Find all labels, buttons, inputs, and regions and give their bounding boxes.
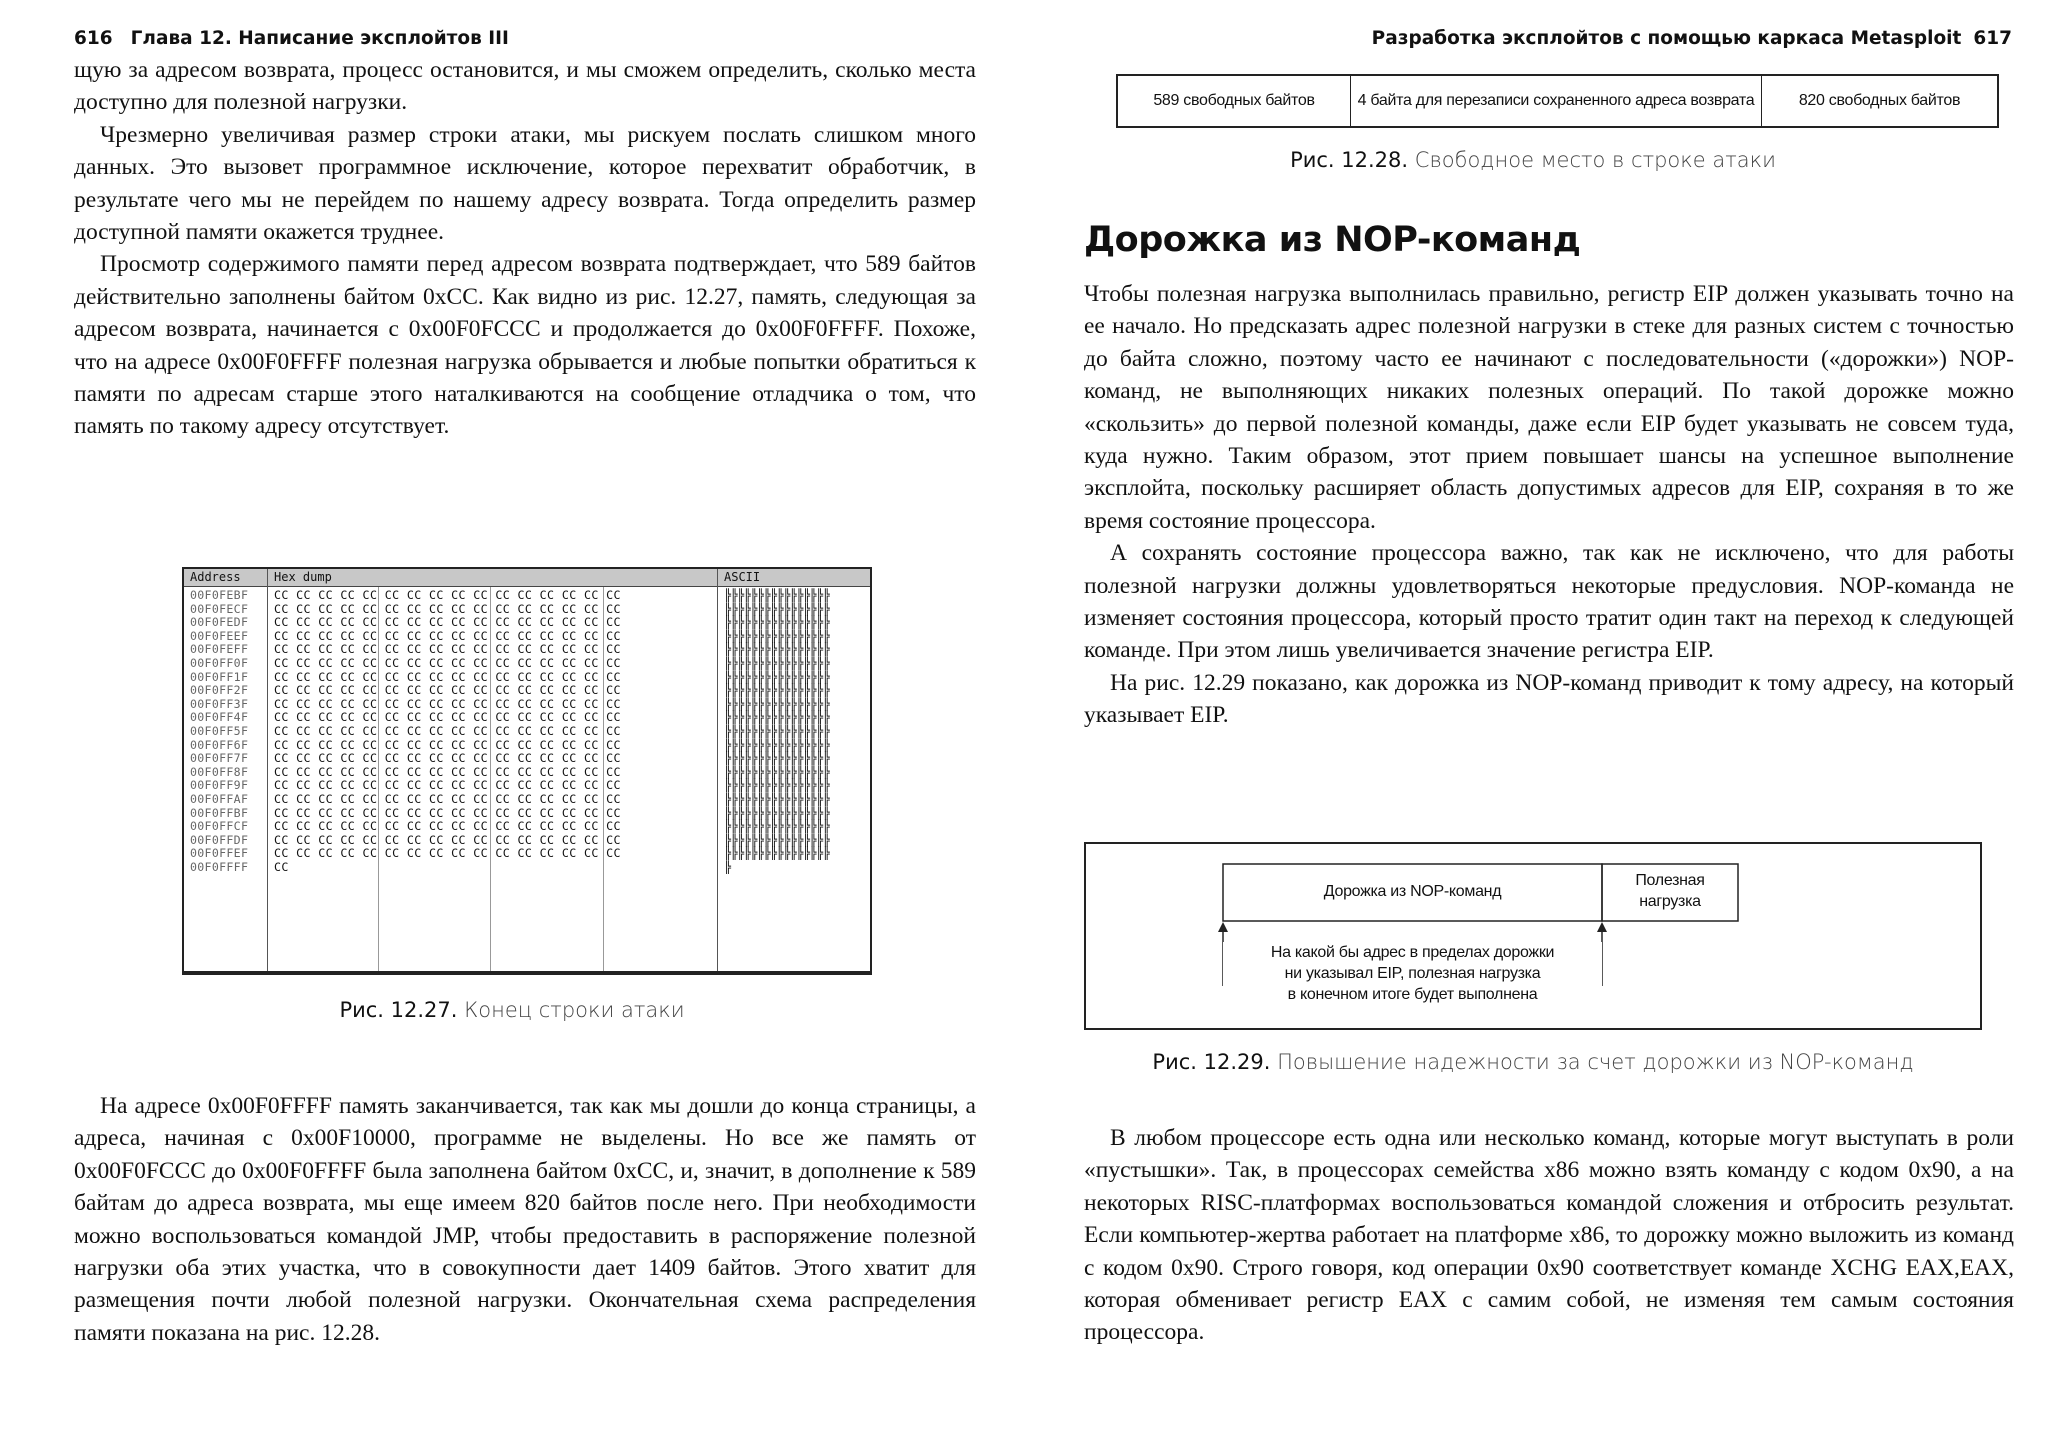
note-line: На какой бы адрес в пределах дорожки (1270, 944, 1555, 961)
dump-hex: CC CC CC CC CC CC CC CC CC CC CC CC CC CC CC CC (274, 737, 621, 752)
dump-hex: CC CC CC CC CC CC CC CC CC CC CC CC CC CC CC CC (274, 764, 621, 779)
dump-ascii: ╠╠╠╠╠╠╠╠╠╠╠╠╠╠╠╠ (724, 778, 830, 793)
payload-label-line: Полезная (1635, 872, 1705, 889)
figure-12-29-caption (1084, 1050, 1982, 1074)
dump-row (184, 806, 870, 820)
dump-row (184, 656, 870, 670)
mem-cell-free-before: 589 свободных байтов (1118, 76, 1351, 126)
dump-hex: CC (274, 860, 289, 874)
dump-row (184, 751, 870, 765)
dump-ascii: ╠╠╠╠╠╠╠╠╠╠╠╠╠╠╠╠ (724, 737, 830, 752)
dump-hex: CC CC CC CC CC CC CC CC CC CC CC CC CC CC CC CC (274, 683, 621, 698)
dump-ascii: ╠╠╠╠╠╠╠╠╠╠╠╠╠╠╠╠ (724, 615, 830, 630)
dump-ascii: ╠╠╠╠╠╠╠╠╠╠╠╠╠╠╠╠ (724, 669, 830, 684)
dump-hex: CC CC CC CC CC CC CC CC CC CC CC CC CC CC CC CC (274, 710, 621, 725)
dump-row (184, 846, 870, 860)
dump-row (184, 765, 870, 779)
dump-address: 00F0FF9F (190, 778, 249, 793)
sled-label: Дорожка из NOP-команд (1323, 883, 1502, 900)
right-page (1024, 0, 2048, 1447)
dump-hex: CC CC CC CC CC CC CC CC CC CC CC CC CC CC CC CC (274, 628, 621, 643)
memory-layout-table (1116, 74, 1999, 128)
dump-address: 00F0FFBF (190, 805, 249, 820)
dump-ascii: ╠╠╠╠╠╠╠╠╠╠╠╠╠╠╠╠ (724, 724, 830, 738)
nop-sled-diagram (1084, 842, 1982, 1030)
note-line: ни указывал EIP, полезная нагрузка (1284, 965, 1541, 982)
dump-address: 00F0FF2F (190, 683, 249, 698)
dump-row (184, 683, 870, 697)
dump-ascii: ╠╠╠╠╠╠╠╠╠╠╠╠╠╠╠╠ (724, 642, 830, 657)
dump-ascii: ╠╠╠╠╠╠╠╠╠╠╠╠╠╠╠╠ (724, 628, 830, 643)
paragraph: А сохранять состояние процессора важно, так как не исключено, что для работы полезной нагрузки должны удовлетворяться некоторые предусловия. NOP-команда не изменяет состояния процессора, который просто тратит один такт на переход к следующей команде. При этом лишь увеличивается значение регистра EIP. (1084, 540, 2014, 664)
dump-address: 00F0FEDF (190, 615, 249, 630)
dump-hex: CC CC CC CC CC CC CC CC CC CC CC CC CC CC CC CC (274, 642, 621, 657)
right-mid-text (1084, 278, 2014, 732)
figure-12-27-caption (0, 998, 1024, 1022)
paragraph: На рис. 12.29 показано, как дорожка из NOP-команд приводит к тому адресу, на который указывает EIP. (1084, 669, 2014, 729)
figure-caption-text: Конец строки атаки (464, 998, 685, 1022)
dump-address: 00F0FF3F (190, 696, 249, 711)
dump-ascii: ╠ (724, 860, 731, 874)
dump-ascii: ╠╠╠╠╠╠╠╠╠╠╠╠╠╠╠╠ (724, 588, 830, 602)
dump-row (184, 615, 870, 629)
dump-row (184, 642, 870, 656)
dump-address: 00F0FF4F (190, 710, 249, 725)
dump-address: 00F0FFEF (190, 846, 249, 861)
dump-row (184, 697, 870, 711)
dump-row (184, 860, 870, 874)
dump-ascii: ╠╠╠╠╠╠╠╠╠╠╠╠╠╠╠╠ (724, 832, 830, 847)
figure-caption-text: Свободное место в строке атаки (1414, 148, 1776, 172)
left-arrow-head (1218, 922, 1228, 932)
dump-hex: CC CC CC CC CC CC CC CC CC CC CC CC CC CC CC CC (274, 696, 621, 711)
figure-12-28-caption (1084, 148, 1982, 172)
left-page-number: 616 (74, 28, 113, 49)
dump-header-ascii: ASCII (724, 570, 761, 584)
payload-label (1602, 870, 1738, 912)
dump-ascii: ╠╠╠╠╠╠╠╠╠╠╠╠╠╠╠╠ (724, 656, 830, 670)
dump-row (184, 588, 870, 602)
mem-cell-free-after: 820 свободных байтов (1798, 92, 1961, 109)
dump-row (184, 833, 870, 847)
dump-row (184, 778, 870, 792)
dump-hex: CC CC CC CC CC CC CC CC CC CC CC CC CC CC CC CC (274, 615, 621, 630)
right-page-number: 617 (1973, 28, 2012, 49)
dump-hex: CC CC CC CC CC CC CC CC CC CC CC CC CC CC CC CC (274, 778, 621, 793)
figure-caption-text: Повышение надежности за счет дорожки из NOP-команд (1277, 1050, 1914, 1074)
note-line: в конечном итоге будет выполнена (1287, 986, 1538, 1003)
dump-header (184, 569, 870, 587)
dump-row (184, 724, 870, 738)
dump-hex: CC CC CC CC CC CC CC CC CC CC CC CC CC CC CC CC (274, 832, 621, 847)
left-top-text (74, 54, 976, 443)
dump-hex: CC CC CC CC CC CC CC CC CC CC CC CC CC CC CC CC (274, 751, 621, 766)
dump-row (184, 710, 870, 724)
dump-ascii: ╠╠╠╠╠╠╠╠╠╠╠╠╠╠╠╠ (724, 683, 830, 698)
dump-row (184, 738, 870, 752)
dump-hex: CC CC CC CC CC CC CC CC CC CC CC CC CC CC CC CC (274, 588, 621, 602)
paragraph: Чтобы полезная нагрузка выполнилась правильно, регистр EIP должен указывать точно на ее начало. Но предсказать адрес полезной нагрузки в стеке для разных систем с точностью до байта сложно, поэтому часто ее начинают с последовательности («дорожки») NOP-команд, не выполняющих никаких полезных операций. По такой дорожке можно «скользить» до первой полезной команды, даже если EIP будет указывать не совсем туда, куда нужно. Таким образом, этот прием повышает шансы на успешное выполнение эксплойта, поскольку расширяет область допустимых адресов для EIP, сохраняя в то же время состояние процессора. (1084, 281, 2014, 534)
dump-address: 00F0FF8F (190, 764, 249, 779)
dump-hex: CC CC CC CC CC CC CC CC CC CC CC CC CC CC CC CC (274, 846, 621, 861)
figure-number: Рис. 12.28. (1290, 148, 1409, 172)
dump-address: 00F0FFCF (190, 819, 249, 834)
dump-hex: CC CC CC CC CC CC CC CC CC CC CC CC CC CC CC CC (274, 792, 621, 806)
paragraph: щую за адресом возврата, процесс остановится, и мы сможем определить, сколько места доступно для полезной нагрузки. (74, 57, 976, 116)
paragraph: На адресе 0x00F0FFFF память заканчивается, так как мы дошли до конца страницы, а адреса, начиная с 0x00F10000, программе не выделены. Но все же память от 0x00F0FCCC до 0x00F0FFFF была заполнена байтом 0xCC, и, значит, в дополнение к 589 байтам до адреса возврата, мы еще имеем 820 байтов после него. При необходимости можно воспользоваться командой JMP, чтобы предоставить в распоряжение полезной нагрузки оба этих участка, что в совокупности дает 1409 байтов. Этого хватит для размещения почти любой полезной нагрузки. Окончательная схема распределения памяти показана на рис. 12.28. (74, 1093, 976, 1346)
dump-ascii: ╠╠╠╠╠╠╠╠╠╠╠╠╠╠╠╠ (724, 764, 830, 779)
dump-hex: CC CC CC CC CC CC CC CC CC CC CC CC CC CC CC CC (274, 724, 621, 738)
dump-ascii: ╠╠╠╠╠╠╠╠╠╠╠╠╠╠╠╠ (724, 846, 830, 861)
dump-row (184, 670, 870, 684)
dump-row (184, 602, 870, 616)
dump-address: 00F0FEBF (190, 588, 249, 602)
dump-address: 00F0FEFF (190, 642, 249, 657)
dump-address: 00F0FF5F (190, 724, 249, 738)
dump-address: 00F0FFFF (190, 860, 249, 874)
dump-ascii: ╠╠╠╠╠╠╠╠╠╠╠╠╠╠╠╠ (724, 805, 830, 820)
dump-row (184, 792, 870, 806)
paragraph: Чрезмерно увеличивая размер строки атаки, мы рискуем послать слишком много данных. Это вызовет программное исключение, которое перехватит обработчик, в результате чего мы не перейдем по нашему адресу возврата. Тогда определить размер доступной памяти окажется труднее. (74, 121, 976, 246)
dump-address: 00F0FECF (190, 601, 249, 616)
dump-address: 00F0FFDF (190, 832, 249, 847)
right-bottom-text (1084, 1122, 2014, 1349)
dump-row (184, 819, 870, 833)
dump-hex: CC CC CC CC CC CC CC CC CC CC CC CC CC CC CC CC (274, 656, 621, 670)
dump-address: 00F0FFAF (190, 792, 249, 806)
dump-header-address: Address (190, 570, 241, 584)
right-running-head (1372, 28, 2012, 49)
right-chapter-title: Разработка эксплойтов с помощью каркаса Metasploit (1371, 28, 1962, 49)
dump-address: 00F0FF0F (190, 656, 249, 670)
left-chapter-title: Глава 12. Написание эксплойтов III (130, 28, 509, 49)
dump-address: 00F0FEEF (190, 628, 249, 643)
dump-ascii: ╠╠╠╠╠╠╠╠╠╠╠╠╠╠╠╠ (724, 751, 830, 766)
paragraph: Просмотр содержимого памяти перед адресом возврата подтверждает, что 589 байтов действительно заполнены байтом 0xCC. Как видно из рис. 12.27, память, следующая за адресом возврата, начинается с 0x00F0FCCC и продолжается до 0x00F0FFFF. Похоже, что на адресе 0x00F0FFFF полезная нагрузка обрывается и любые попытки обратиться к памяти по адресам старше этого наталкиваются на сообщение отладчика о том, что память по такому адресу отсутствует. (74, 251, 976, 440)
diagram-note (1223, 942, 1602, 1005)
dump-ascii: ╠╠╠╠╠╠╠╠╠╠╠╠╠╠╠╠ (724, 819, 830, 834)
paragraph: В любом процессоре есть одна или несколько команд, которые могут выступать в роли «пустышки». Так, в процессорах семейства x86 можно взять команду с кодом 0x90, а на некоторых RISC-платформах воспользоваться командой сложения и отбросить результат. Если компьютер-жертва работает на платформе x86, то дорожку можно выложить из команд с кодом 0x90. Строго говоря, код операции 0x90 соответствует команде XCHG EAX,EAX, которая обменивает регистр EAX с самим собой, не изменяя тем самым состояния процессора. (1084, 1125, 2014, 1346)
dump-hex: CC CC CC CC CC CC CC CC CC CC CC CC CC CC CC CC (274, 819, 621, 834)
dump-hex: CC CC CC CC CC CC CC CC CC CC CC CC CC CC CC CC (274, 805, 621, 820)
payload-label-line: нагрузка (1639, 893, 1701, 910)
figure-number: Рис. 12.29. (1152, 1050, 1271, 1074)
dump-hex: CC CC CC CC CC CC CC CC CC CC CC CC CC CC CC CC (274, 601, 621, 616)
left-bottom-text (74, 1090, 976, 1349)
dump-address: 00F0FF1F (190, 669, 249, 684)
figure-number: Рис. 12.27. (339, 998, 458, 1022)
dump-ascii: ╠╠╠╠╠╠╠╠╠╠╠╠╠╠╠╠ (724, 696, 830, 711)
hex-dump-window (182, 567, 872, 975)
mem-cell-return-address: 4 байта для перезаписи сохраненного адреса возврата (1351, 76, 1762, 126)
dump-ascii: ╠╠╠╠╠╠╠╠╠╠╠╠╠╠╠╠ (724, 710, 830, 725)
dump-address: 00F0FF7F (190, 751, 249, 766)
dump-header-hex: Hex dump (274, 570, 332, 584)
dump-row (184, 629, 870, 643)
left-running-head (74, 28, 509, 49)
section-title: Дорожка из NOP-команд (1084, 220, 1581, 260)
dump-address: 00F0FF6F (190, 737, 249, 752)
dump-ascii: ╠╠╠╠╠╠╠╠╠╠╠╠╠╠╠╠ (724, 601, 830, 616)
dump-hex: CC CC CC CC CC CC CC CC CC CC CC CC CC CC CC CC (274, 669, 621, 684)
right-arrow-head (1597, 922, 1607, 932)
dump-ascii: ╠╠╠╠╠╠╠╠╠╠╠╠╠╠╠╠ (724, 792, 830, 806)
